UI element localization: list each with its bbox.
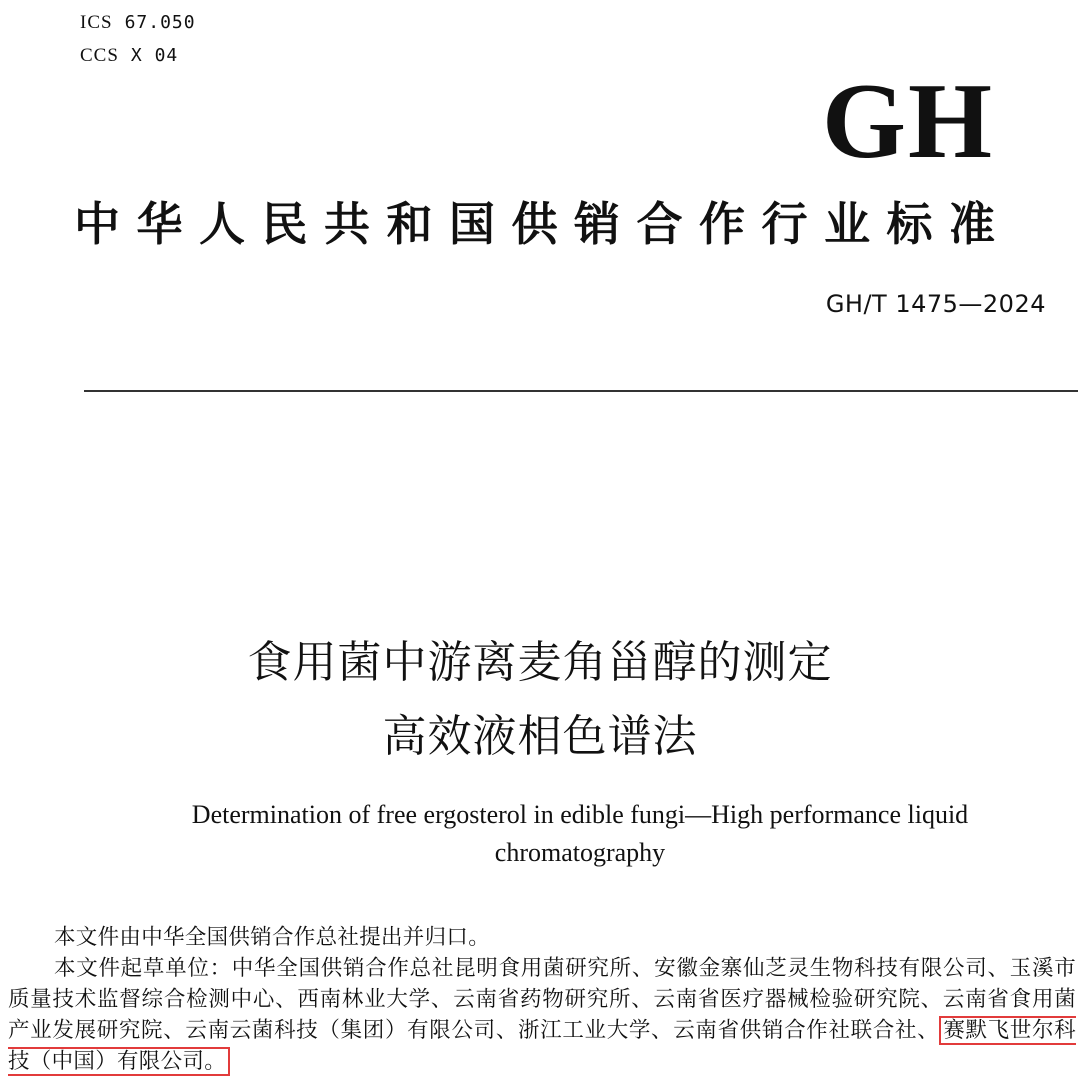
proposer-paragraph: 本文件由中华全国供销合作总社提出并归口。 [54,925,491,950]
ccs-label: CCS [80,45,119,66]
english-title-line-1: Determination of free ergosterol in edible fungi—High performance liquid [191,800,969,829]
header-divider [84,390,1078,392]
ccs-value: X 04 [130,45,179,66]
ccs-classification [80,45,178,67]
ics-value: 67.050 [124,12,196,33]
highlighted-drafter: 赛默飞世尔科技（中国）有限公司。 [8,1018,1076,1074]
drafters-paragraph [8,953,1076,1077]
english-title-line-2: chromatography [494,838,666,867]
drafters-text: 本文件起草单位：中华全国供销合作总社昆明食用菌研究所、安徽金寨仙芝灵生物科技有限公司、玉溪市质量技术监督综合检测中心、西南林业大学、云南省药物研究所、云南省医疗器械检验研究院、云南省食用菌产业发展研究院、云南云菌科技（集团）有限公司、浙江工业大学、云南省供销合作社联合社、 [8,956,1076,1043]
chinese-title-line-1: 食用菌中游离麦角甾醇的测定 [247,637,833,688]
gh-logo: GH [821,62,994,181]
chinese-title-line-2: 高效液相色谱法 [382,711,698,762]
organization-title: 中华人民共和国供销合作行业标准 [74,197,1012,251]
ics-classification [80,12,196,34]
standard-number: GH/T 1475—2024 [825,290,1046,318]
ics-label: ICS [80,12,113,33]
